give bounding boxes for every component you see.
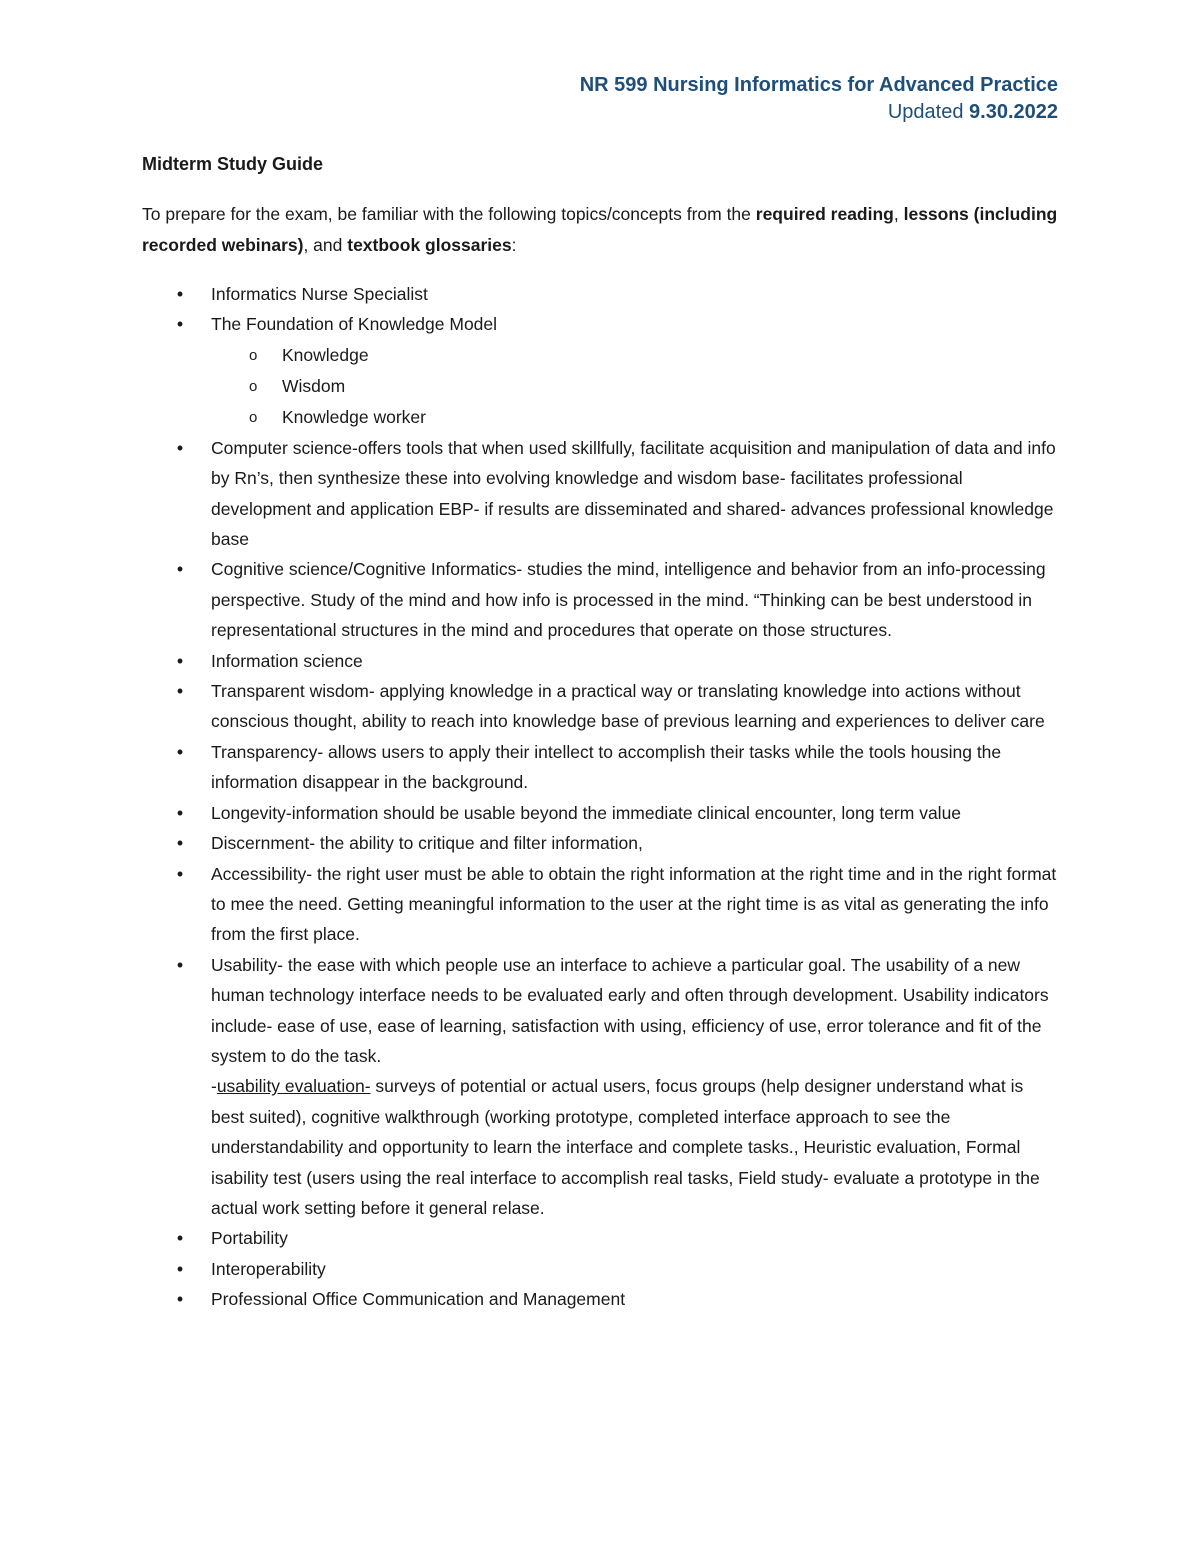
list-item <box>0 859 1200 950</box>
topic-text: Transparency- allows users to apply their intellect to accomplish their tasks while the tools housing the information disappear in the background. <box>211 741 1002 793</box>
topic-text: Computer science-offers tools that when used skillfully, facilitate acquisition and manipulation of data and info by Rn’s, then synthesize these into evolving knowledge and wisdom base- facilitates professional development and application EBP- if results are disseminated and shared- advances professional knowledge base <box>211 437 1056 550</box>
list-item <box>0 1254 1200 1284</box>
sub-bullet-icon: o <box>249 377 258 395</box>
bullet-icon: • <box>176 284 184 304</box>
sub-topic-text: Knowledge <box>282 344 369 365</box>
sub-bullet-icon: o <box>249 346 258 364</box>
topic-text: The Foundation of Knowledge Model <box>211 314 498 335</box>
bullet-icon: • <box>176 314 184 335</box>
intro-text: To prepare for the exam, be familiar with the following topics/concepts from the <box>142 204 756 224</box>
bullet-icon: • <box>176 437 184 458</box>
usability-eval-dash: - <box>211 1076 217 1097</box>
intro-required-reading: required reading <box>755 204 894 224</box>
topic-text: Discernment- the ability to critique and filter information, <box>211 833 643 854</box>
sub-list-item <box>0 371 1200 402</box>
usability-evaluation-term: usability evaluation- <box>216 1076 371 1097</box>
topic-text: Accessibility- the right user must be able to obtain the right information at the right time and in the right format to mee the need. Getting meaningful information to the user at the right time is as vital as generating the info from the first place. <box>211 863 1057 945</box>
bullet-icon: • <box>176 1258 184 1279</box>
topic-text: Professional Office Communication and Management <box>211 1289 626 1310</box>
list-item <box>0 433 1200 555</box>
updated-date: 9.30.2022 <box>969 101 1058 123</box>
bullet-icon: • <box>176 741 184 762</box>
list-item <box>0 676 1200 737</box>
intro-lessons: lessons (including recorded webinars) <box>142 204 1058 255</box>
sub-list-item <box>0 340 1200 371</box>
course-title: NR 599 Nursing Informatics for Advanced Practice <box>579 74 1058 96</box>
bullet-icon: • <box>176 650 184 671</box>
topic-text: Longevity-information should be usable beyond the immediate clinical encounter, long term value <box>211 802 962 823</box>
intro-separator: , <box>893 204 904 224</box>
intro-colon: : <box>511 235 517 255</box>
sub-topic-text: Wisdom <box>282 375 346 396</box>
intro-glossaries: textbook glossaries <box>347 235 512 255</box>
topic-text: Portability <box>211 1228 288 1249</box>
course-header <box>580 72 1058 126</box>
sub-list-item <box>0 402 1200 433</box>
sub-topic-text: Knowledge worker <box>282 406 426 427</box>
page-title: Midterm Study Guide <box>142 154 324 174</box>
list-item <box>0 309 1200 339</box>
topic-text: Transparent wisdom- applying knowledge in a practical way or translating knowledge into actions without conscious thought, ability to reach into knowledge base of previous learning and experiences to deliver care <box>211 681 1045 732</box>
list-item <box>0 798 1200 828</box>
bullet-icon: • <box>176 1289 184 1310</box>
intro-paragraph <box>142 199 1072 261</box>
bullet-icon: • <box>176 559 184 580</box>
updated-label: Updated <box>887 101 964 123</box>
topic-text <box>211 950 1061 1224</box>
list-item <box>0 646 1200 676</box>
list-item <box>0 828 1200 858</box>
bullet-icon: • <box>176 681 184 702</box>
usability-definition: Usability- the ease with which people use an interface to achieve a particular goal. The usability of a new human technology interface needs to be evaluated early and often through development. Usability indicators include- ease of use, ease of learning, satisfaction with using, efficiency of use, error tolerance and fit of the system to do the task. <box>211 954 1049 1066</box>
bullet-icon: • <box>176 863 184 884</box>
list-item <box>0 1223 1200 1253</box>
list-item <box>0 950 1200 1224</box>
list-item <box>0 737 1200 798</box>
list-item <box>0 279 1200 309</box>
usability-evaluation-text: surveys of potential or actual users, focus groups (help designer understand what is best suited), cognitive walkthrough (working prototype, completed interface approach to see the understandability and opportunity to learn the interface and complete tasks., Heuristic evaluation, Formal isability test (users using the real interface to accomplish real tasks, Field study- evaluate a prototype in the actual work setting before it general relase. <box>211 1076 1040 1218</box>
bullet-icon: • <box>176 833 184 854</box>
list-item <box>0 554 1200 645</box>
topic-text: Information science <box>211 650 363 671</box>
bullet-icon: • <box>176 1228 184 1249</box>
intro-separator: , and <box>303 235 348 255</box>
updated-line <box>580 99 1058 126</box>
topic-text: Interoperability <box>211 1258 326 1279</box>
bullet-icon: • <box>176 802 184 823</box>
sub-bullet-icon: o <box>249 408 258 426</box>
topic-text: Informatics Nurse Specialist <box>211 284 428 304</box>
topic-text: Cognitive science/Cognitive Informatics- studies the mind, intelligence and behavior from an info-processing perspective. Study of the mind and how info is processed in the mind. “Thinking can be best understood in representational structures in the mind and procedures that operate on those structures. <box>211 559 1046 641</box>
list-item <box>0 1284 1200 1314</box>
bullet-icon: • <box>176 954 184 975</box>
topic-list <box>0 279 1200 1315</box>
